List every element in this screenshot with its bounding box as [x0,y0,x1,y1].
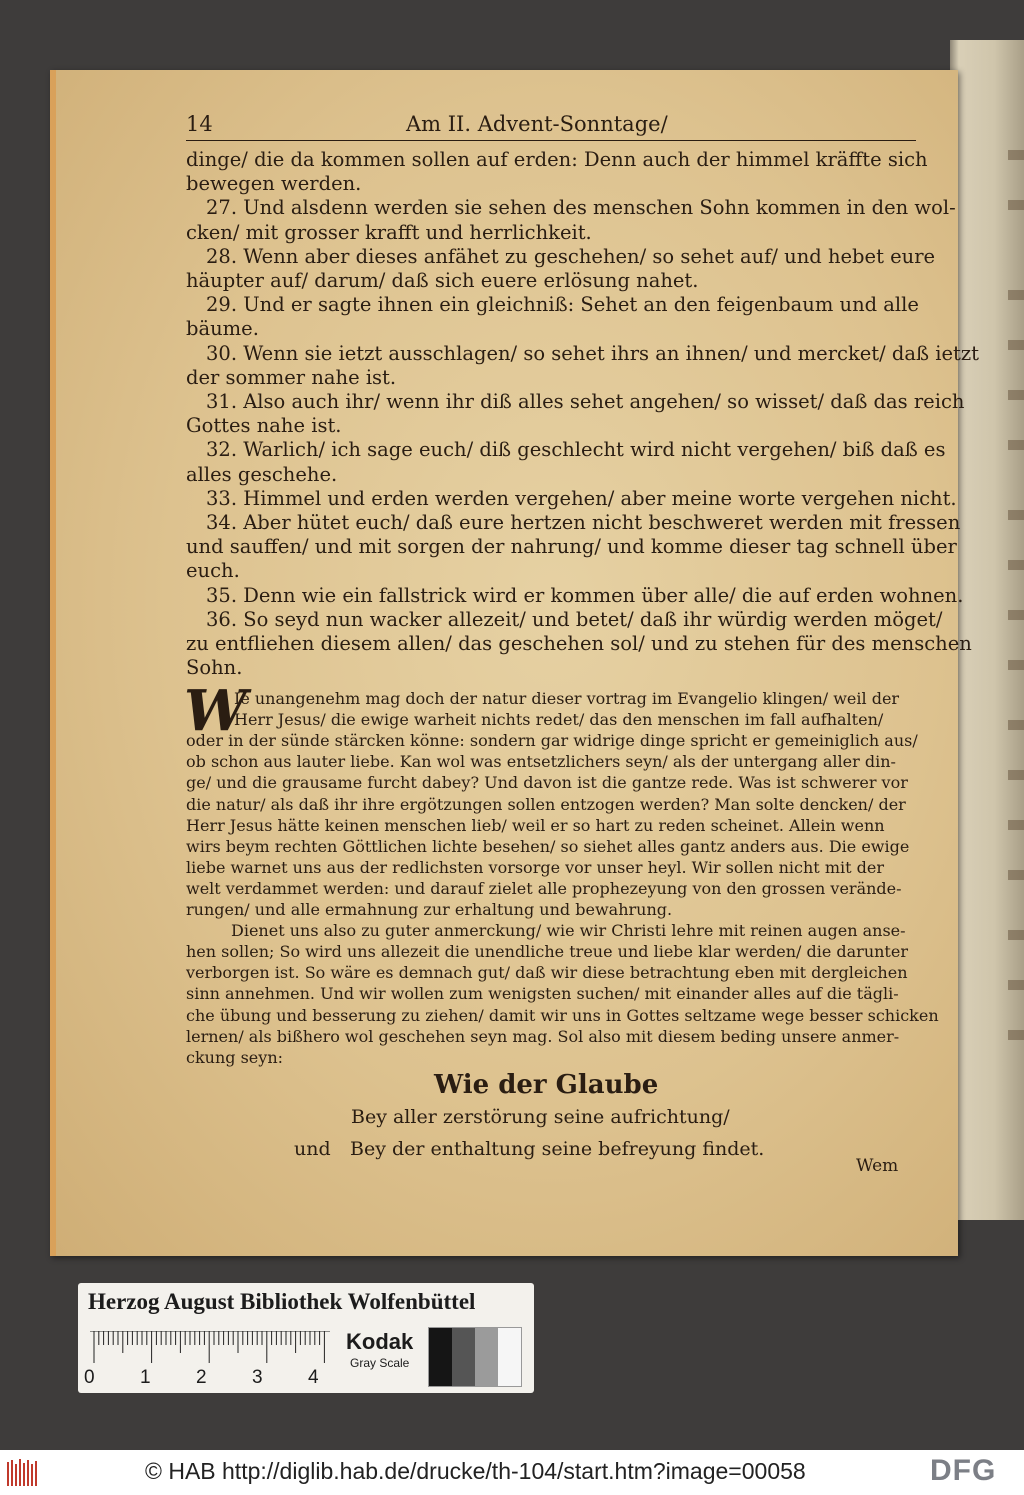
commentary-line: rungen/ und alle ermahnung zur erhaltung und bewahrung. [186,900,673,919]
ruler-scale [84,1367,344,1389]
running-head: Am II. Advent-Sonntage/ [406,112,668,136]
drop-cap: W [184,678,247,744]
sermon-subtitle-1: Bey aller zerstörung seine aufrichtung/ [351,1106,730,1128]
scripture-line: Sohn. [186,656,243,680]
scripture-line: dinge/ die da kommen sollen auf erden: Denn auch der himmel kräffte sich [186,148,928,171]
swatch-dark-gray [452,1328,475,1386]
swatch-white [498,1328,521,1386]
dfg-logo: DFG [930,1454,997,1487]
swatch-black [429,1328,452,1386]
commentary-line: Ie unangenehm mag doch der natur dieser vortrag im Evangelio klingen/ weil der [234,689,900,708]
scripture-line: alles geschehe. [186,462,338,486]
commentary-line: ge/ und die grausame furcht dabey? Und davon ist die gantze rede. Was ist schwerer vor [186,773,908,793]
copyright-link[interactable]: © HAB http://diglib.hab.de/drucke/th-104/start.htm?image=00058 [145,1458,806,1484]
commentary-line: ob schon aus lauter liebe. Kan wol was entsetzlichers seyn/ als der untergang aller din- [186,752,896,772]
scripture-line: 33. Himmel und erden werden vergehen/ aber meine worte vergehen nicht. [206,486,957,510]
scripture-line: 30. Wenn sie ietzt ausschlagen/ so sehet ihrs an ihnen/ und mercket/ daß ietzt [206,341,979,365]
gray-swatches [428,1327,522,1387]
commentary-line: die natur/ als daß ihr ihre ergötzungen sollen entzogen werden? Man solte dencken/ der [186,794,906,814]
footer-bar [0,1450,1024,1495]
gray-scale-label: Gray Scale [350,1356,410,1370]
book-page [50,70,979,1256]
scripture-line: bewegen werden. [186,172,362,196]
scripture-line: 35. Denn wie ein fallstrick wird er kommen über alle/ die auf erden wohnen. [206,583,964,607]
scripture-line: cken/ mit grosser krafft und herrlichkeit. [186,220,592,244]
scripture-line: 27. Und alsdenn werden sie sehen des menschen Sohn kommen in den wol- [206,196,956,220]
scripture-line: 32. Warlich/ ich sage euch/ diß geschlecht wird nicht vergehen/ biß daß es [206,438,946,462]
sermon-title: Wie der Glaube [434,1070,659,1100]
scripture-line: bäume. [186,317,259,341]
commentary-line: hen sollen; So wird uns allezeit die unendliche treue und liebe klar werden/ die darunter [186,942,908,962]
scripture-line: 34. Aber hütet euch/ daß eure hertzen nicht beschweret werden mit fressen [206,511,961,534]
ruler-number: 2 [196,1367,207,1388]
commentary-line: Herr Jesus/ die ewige warheit nichts redet/ das den menschen im fall aufhalten/ [234,710,884,730]
sermon-subtitle-and: und [294,1138,331,1160]
scripture-line: euch. [186,559,240,583]
scripture-line: zu entfliehen diesem allen/ das geschehen sol/ und zu stehen für des menschen [186,632,972,655]
commentary-line: Dienet uns also zu guter anmerckung/ wie wir Christi lehre mit reinen augen anse- [231,921,906,941]
barcode-icon [6,1458,40,1488]
commentary-line: welt verdammet werden: und darauf zielet alle prophezeyung von den grossen verände- [186,878,902,898]
commentary-line: wirs beym rechten Göttlichen lichte besehen/ so siehet alles gantz anders aus. Die ewige [186,836,910,856]
catchword: Wem [856,1156,899,1176]
ruler [90,1331,330,1365]
ruler-number: 0 [84,1367,95,1388]
scripture-line: und sauffen/ und mit sorgen der nahrung/ und komme dieser tag schnell über [186,535,957,559]
page-header [186,112,916,141]
swatch-gray [475,1328,498,1386]
facing-page-edge [950,40,1024,1220]
scripture-line: 36. So seyd nun wacker allezeit/ und betet/ daß ihr würdig werden möget/ [206,607,943,631]
commentary-line: sinn annehmen. Und wir wollen zum wenigsten suchen/ mit einander alles auf die tägli- [186,984,899,1004]
scripture-line: Gottes nahe ist. [186,414,342,438]
scripture-line: 29. Und er sagte ihnen ein gleichniß: Sehet an den feigenbaum und alle [206,293,919,317]
scripture-line: 31. Also auch ihr/ wenn ihr diß alles sehet angehen/ so wisset/ daß das reich [206,390,965,413]
color-target [78,1283,534,1393]
page-number: 14 [186,112,213,136]
scripture-line: häupter auf/ darum/ daß sich euere erlösung nahet. [186,269,699,292]
commentary-line: che übung und besserung zu ziehen/ damit wir uns in Gottes seltzame wege besser schicken [186,1005,939,1025]
sermon-subtitle-2: Bey der enthaltung seine befreyung findet. [350,1138,765,1160]
ruler-number: 1 [140,1367,151,1388]
kodak-logo: Kodak [346,1329,414,1354]
commentary-line: liebe warnet uns aus der redlichsten vorsorge vor unser heyl. Wir sollen nicht mit der [186,857,884,877]
ruler-number: 3 [252,1367,263,1388]
commentary-line: lernen/ als bißhero wol geschehen seyn mag. Sol also mit diesem beding unsere anmer- [186,1026,900,1046]
commentary-line: oder in der sünde stärcken könne: sondern gar widrige dinge spricht er gemeiniglich aus/ [186,731,918,751]
commentary-line: verborgen ist. So wäre es demnach gut/ daß wir diese betrachtung eben mit dergleichen [186,963,908,983]
institution-name: Herzog August Bibliothek Wolfenbüttel [88,1289,476,1314]
commentary-line: ckung seyn: [186,1047,284,1067]
scripture-line: 28. Wenn aber dieses anfähet zu geschehen/ so sehet auf/ und hebet eure [206,244,936,268]
ruler-number: 4 [308,1367,319,1388]
commentary-line: Herr Jesus hätte keinen menschen lieb/ weil er so hart zu reden scheinet. Allein wenn [186,815,885,835]
scripture-line: der sommer nahe ist. [186,365,397,389]
